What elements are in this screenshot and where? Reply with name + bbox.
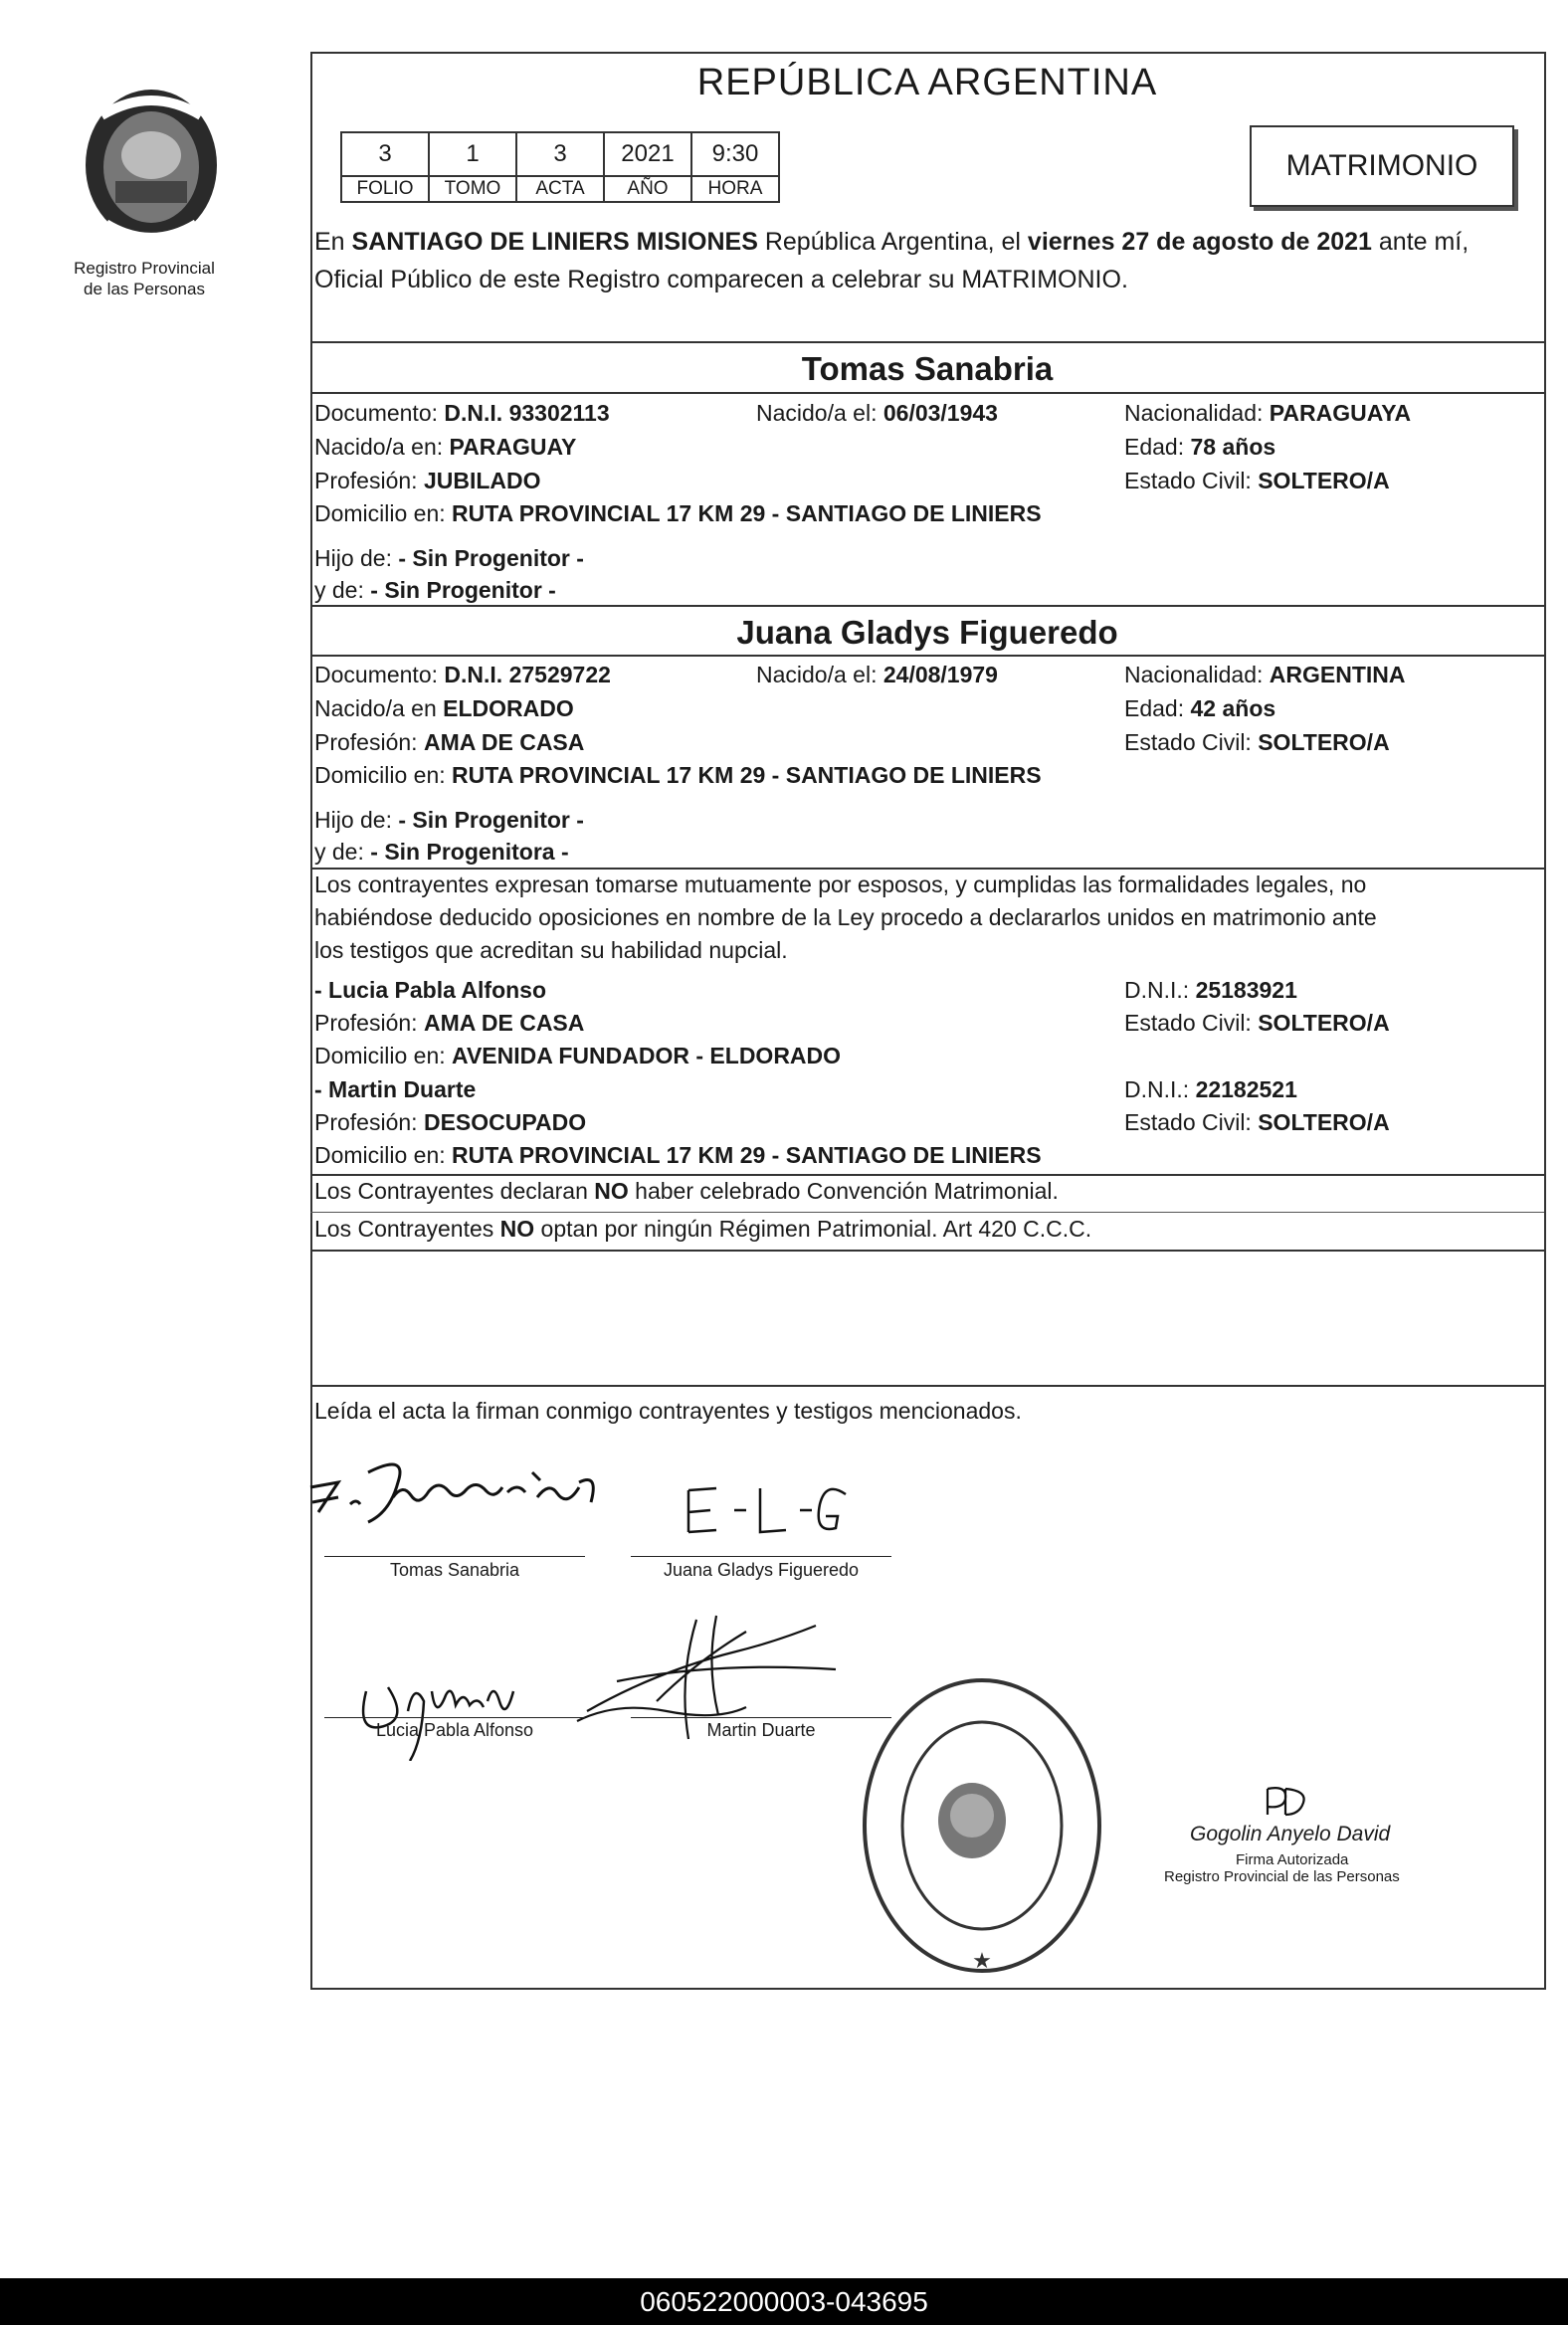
official-initials xyxy=(1262,1781,1321,1821)
divider xyxy=(310,655,1544,657)
folio-value: 3 xyxy=(341,132,429,176)
divider xyxy=(310,1250,1544,1252)
signature-line xyxy=(631,1556,891,1557)
logo-caption-1: Registro Provincial xyxy=(74,259,215,278)
divider xyxy=(310,341,1544,343)
signature-caption-tomas: Tomas Sanabria xyxy=(389,1560,520,1580)
regime-note: Los Contrayentes NO optan por ningún Régimen Patrimonial. Art 420 C.C.C. xyxy=(314,1216,1092,1242)
acta-value: 3 xyxy=(516,132,604,176)
logo-caption-2: de las Personas xyxy=(84,280,205,298)
hour-value: 9:30 xyxy=(691,132,779,176)
witness2-dni: D.N.I.: 22182521 xyxy=(1124,1076,1297,1102)
signature-lucia-alfonso xyxy=(348,1651,547,1761)
witness1-address: Domicilio en: AVENIDA FUNDADOR - ELDORADO xyxy=(314,1043,842,1068)
spouse2-birthplace: Nacido/a en ELDORADO xyxy=(314,695,574,721)
document-id-footer: 060522000003-043695 xyxy=(0,2278,1568,2325)
signature-line xyxy=(324,1556,585,1557)
divider xyxy=(310,1212,1544,1213)
declaration-line-3: los testigos que acreditan su habilidad nupcial. xyxy=(314,937,788,963)
hour-label: HORA xyxy=(691,176,779,202)
intro-paragraph: En SANTIAGO DE LINIERS MISIONES República Argentina, el viernes 27 de agosto de 2021 ante mí, Oficial Público de este Registro comparecen a celebrar su MATRIMONIO. xyxy=(314,228,1470,293)
closing-statement: Leída el acta la firman conmigo contrayentes y testigos mencionados. xyxy=(314,1398,1022,1424)
divider xyxy=(310,1385,1544,1387)
witness1-dni: D.N.I.: 25183921 xyxy=(1124,977,1297,1003)
tomo-label: TOMO xyxy=(429,176,516,202)
divider xyxy=(310,605,1544,607)
witness1-name: - Lucia Pabla Alfonso xyxy=(314,977,547,1003)
signature-caption-lucia: Lucia Pabla Alfonso xyxy=(375,1720,534,1740)
acta-label: ACTA xyxy=(516,176,604,202)
witness2-address: Domicilio en: RUTA PROVINCIAL 17 KM 29 - SANTIAGO DE LINIERS xyxy=(314,1142,1042,1168)
spouse2-address: Domicilio en: RUTA PROVINCIAL 17 KM 29 - SANTIAGO DE LINIERS xyxy=(314,762,1042,788)
act-type-box: MATRIMONIO xyxy=(1250,125,1514,207)
spouse1-name: Tomas Sanabria xyxy=(801,350,1054,387)
province-seal-logo xyxy=(72,86,231,255)
declaration-line-2: habiéndose deducido oposiciones en nombre de la Ley procedo a declararlos unidos en matrimonio ante xyxy=(314,904,1377,930)
registry-table xyxy=(340,131,780,203)
witness2-name: - Martin Duarte xyxy=(314,1076,477,1102)
spouse1-civil-status: Estado Civil: SOLTERO/A xyxy=(1124,468,1390,493)
divider xyxy=(310,1174,1544,1176)
year-label: AÑO xyxy=(604,176,691,202)
spouse2-name: Juana Gladys Figueredo xyxy=(736,614,1118,651)
spouse2-birthdate: Nacido/a el: 24/08/1979 xyxy=(756,662,998,687)
witness2-civil-status: Estado Civil: SOLTERO/A xyxy=(1124,1109,1390,1135)
declaration-line-1: Los contrayentes expresan tomarse mutuamente por esposos, y cumplidas las formalidades legales, no xyxy=(314,872,1367,897)
witness1-civil-status: Estado Civil: SOLTERO/A xyxy=(1124,1010,1390,1036)
spouse2-age: Edad: 42 años xyxy=(1124,695,1276,721)
spouse2-civil-status: Estado Civil: SOLTERO/A xyxy=(1124,729,1390,755)
official-stamp xyxy=(858,1671,1106,1980)
official-organization: Registro Provincial de las Personas xyxy=(1164,1868,1400,1885)
spouse2-nationality: Nacionalidad: ARGENTINA xyxy=(1124,662,1406,687)
divider xyxy=(310,392,1544,394)
signature-caption-martin: Martin Duarte xyxy=(706,1720,816,1740)
spouse1-profession: Profesión: JUBILADO xyxy=(314,468,541,493)
spouse1-birthplace: Nacido/a en: PARAGUAY xyxy=(314,434,577,460)
spouse1-address: Domicilio en: RUTA PROVINCIAL 17 KM 29 - SANTIAGO DE LINIERS xyxy=(314,500,1042,526)
signature-tomas-sanabria xyxy=(298,1443,657,1552)
svg-text:★: ★ xyxy=(972,1948,992,1973)
divider xyxy=(310,868,1544,870)
signature-line xyxy=(631,1717,891,1718)
official-role: Firma Autorizada xyxy=(1236,1851,1349,1868)
spouse1-nationality: Nacionalidad: PARAGUAYA xyxy=(1124,400,1412,426)
spouse2-document: Documento: D.N.I. 27529722 xyxy=(314,662,611,687)
signature-caption-juana: Juana Gladys Figueredo xyxy=(663,1560,860,1580)
year-value: 2021 xyxy=(604,132,691,176)
convention-note: Los Contrayentes declaran NO haber celebrado Convención Matrimonial. xyxy=(314,1178,1059,1204)
spouse2-parent2: y de: - Sin Progenitora - xyxy=(314,839,569,865)
spouse2-parent1: Hijo de: - Sin Progenitor - xyxy=(314,807,584,833)
spouse1-age: Edad: 78 años xyxy=(1124,434,1276,460)
tomo-value: 1 xyxy=(429,132,516,176)
spouse1-birthdate: Nacido/a el: 06/03/1943 xyxy=(756,400,998,426)
document-title: REPÚBLICA ARGENTINA xyxy=(696,62,1158,103)
signature-line xyxy=(324,1717,585,1718)
spouse1-parent2: y de: - Sin Progenitor - xyxy=(314,577,556,603)
spouse2-profession: Profesión: AMA DE CASA xyxy=(314,729,585,755)
official-name: Gogolin Anyelo David xyxy=(1190,1823,1391,1845)
witness2-profession: Profesión: DESOCUPADO xyxy=(314,1109,587,1135)
folio-label: FOLIO xyxy=(341,176,429,202)
witness1-profession: Profesión: AMA DE CASA xyxy=(314,1010,585,1036)
spouse1-parent1: Hijo de: - Sin Progenitor - xyxy=(314,545,584,571)
spouse1-document: Documento: D.N.I. 93302113 xyxy=(314,400,610,426)
signature-juana-figueredo xyxy=(677,1470,856,1550)
